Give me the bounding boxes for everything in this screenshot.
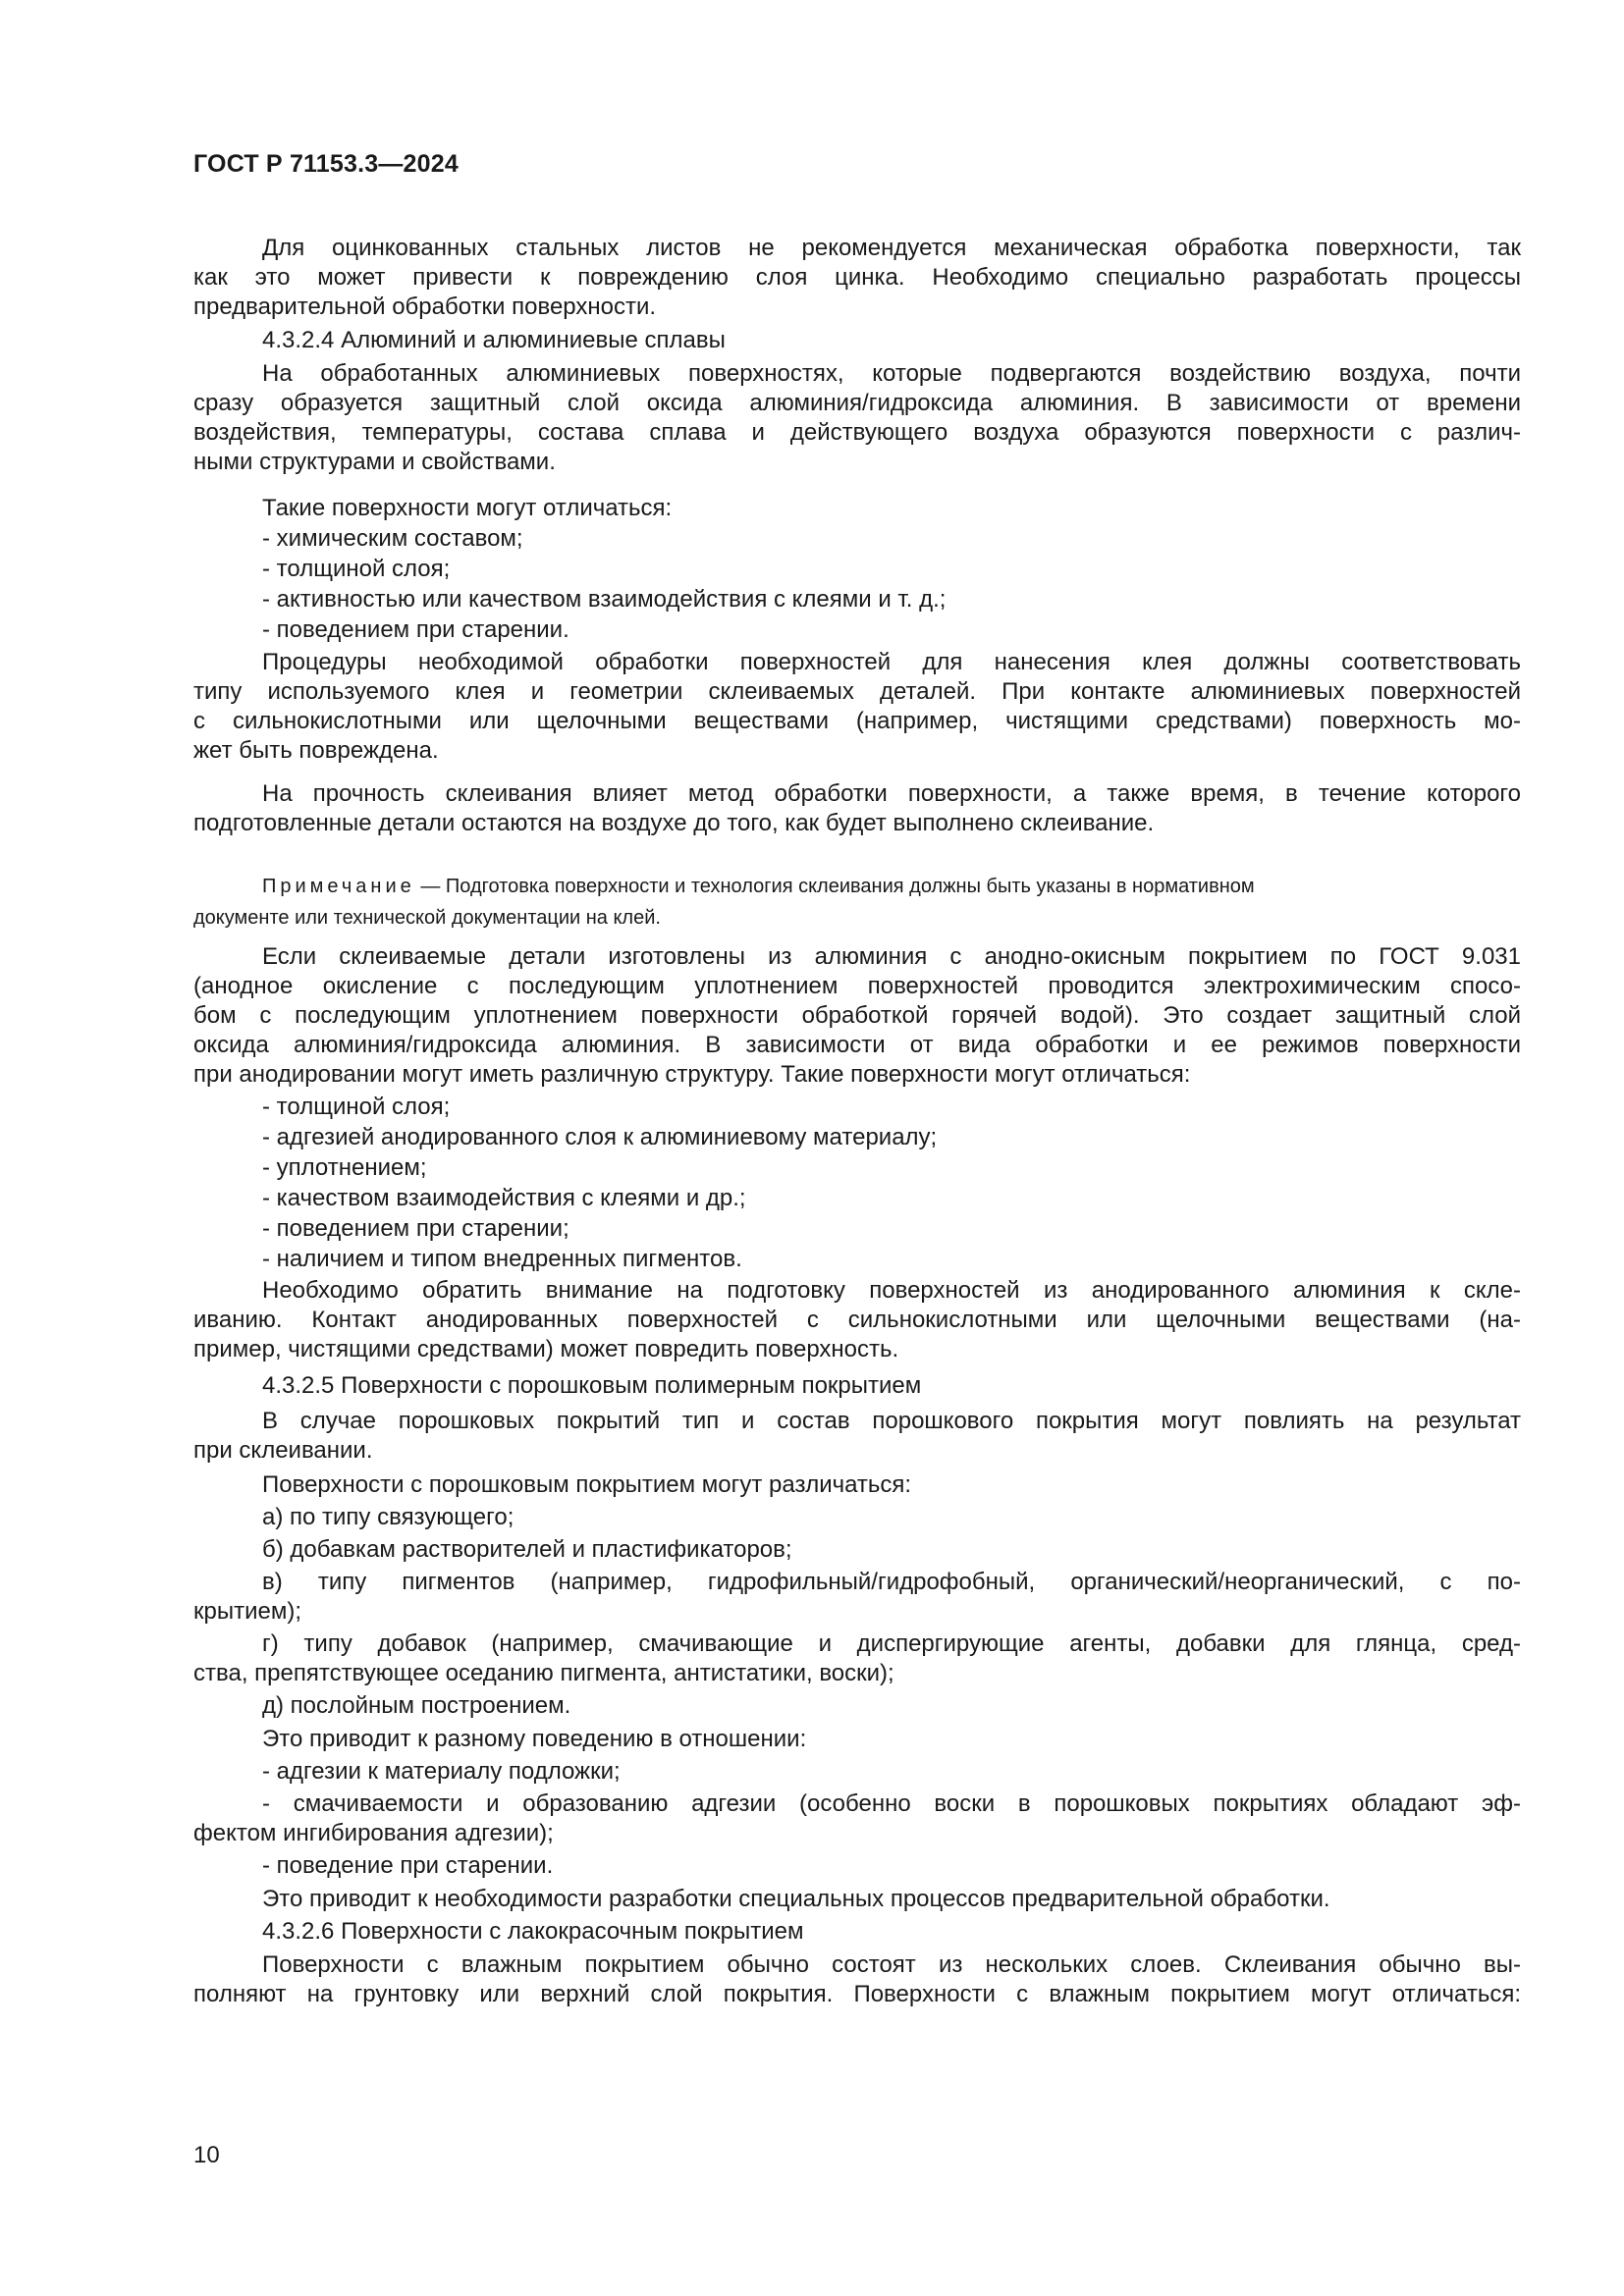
text-line: В случае порошковых покрытий тип и состав порошкового покрытия могут повлиять на результат	[262, 1408, 1521, 1434]
text-line: Необходимо обратить внимание на подготовку поверхностей из анодированного алюминия к скле-	[262, 1277, 1521, 1304]
text-line: 4.3.2.5 Поверхности с порошковым полимерным покрытием	[262, 1372, 922, 1399]
text-line: ными структурами и свойствами.	[193, 449, 556, 475]
text-line: 4.3.2.4 Алюминий и алюминиевые сплавы	[262, 327, 726, 353]
text-line: На прочность склеивания влияет метод обработки поверхности, а также время, в течение которого	[262, 780, 1521, 807]
text-line: д) послойным построением.	[262, 1692, 571, 1719]
text-line: пример, чистящими средствами) может повредить поверхность.	[193, 1336, 899, 1362]
text-line: крытием);	[193, 1598, 302, 1625]
text-line: бом с последующим уплотнением поверхности обработкой горячей водой). Это создает защитный слой	[193, 1002, 1521, 1029]
text-line: типу используемого клея и геометрии склеиваемых деталей. При контакте алюминиевых поверхностей	[193, 678, 1521, 705]
text-line: - химическим составом;	[262, 525, 523, 552]
text-line: сразу образуется защитный слой оксида алюминия/гидроксида алюминия. В зависимости от времени	[193, 390, 1521, 416]
page-number: 10	[193, 2142, 220, 2168]
text-line: 4.3.2.6 Поверхности с лакокрасочным покрытием	[262, 1918, 804, 1945]
text-line: в) типу пигментов (например, гидрофильный/гидрофобный, органический/неорганический, с по-	[262, 1569, 1521, 1595]
text-line: воздействия, температуры, состава сплава и действующего воздуха образуются поверхности с различ-	[193, 419, 1521, 446]
text-line: - поведением при старении;	[262, 1215, 569, 1242]
text-line: - активностью или качеством взаимодействия с клеями и т. д.;	[262, 586, 947, 613]
text-line: - толщиной слоя;	[262, 1094, 451, 1120]
text-line: Поверхности с порошковым покрытием могут различаться:	[262, 1471, 912, 1498]
document-header: ГОСТ Р 71153.3—2024	[193, 150, 459, 178]
text-line: при анодировании могут иметь различную структуру. Такие поверхности могут отличаться:	[193, 1061, 1191, 1088]
text-line: б) добавкам растворителей и пластификаторов;	[262, 1536, 792, 1563]
text-line: жет быть повреждена.	[193, 737, 439, 764]
text-line: а) по типу связующего;	[262, 1504, 514, 1530]
note-text-1: — Подготовка поверхности и технология склеивания должны быть указаны в нормативном	[414, 876, 1255, 897]
text-line: подготовленные детали остаются на воздухе до того, как будет выполнено склеивание.	[193, 810, 1155, 836]
text-line: ства, препятствующее оседанию пигмента, антистатики, воски);	[193, 1660, 894, 1686]
text-line: предварительной обработки поверхности.	[193, 294, 657, 320]
note-line-1	[262, 872, 1521, 901]
text-line: - адгезии к материалу подложки;	[262, 1758, 621, 1785]
text-line: (анодное окисление с последующим уплотнением поверхностей проводится электрохимическим спосо-	[193, 973, 1521, 999]
text-line: На обработанных алюминиевых поверхностях, которые подвергаются воздействию воздуха, почти	[262, 360, 1521, 387]
text-line: Это приводит к разному поведению в отношении:	[262, 1726, 807, 1752]
text-line: Процедуры необходимой обработки поверхностей для нанесения клея должны соответствовать	[262, 649, 1521, 675]
text-line: - наличием и типом внедренных пигментов.	[262, 1246, 742, 1272]
text-line: Это приводит к необходимости разработки специальных процессов предварительной обработки.	[262, 1886, 1330, 1912]
text-line: - поведение при старении.	[262, 1852, 554, 1879]
text-line: - поведением при старении.	[262, 616, 569, 643]
text-line: Если склеиваемые детали изготовлены из алюминия с анодно-окисным покрытием по ГОСТ 9.031	[262, 943, 1521, 970]
text-line: с сильнокислотными или щелочными веществами (например, чистящими средствами) поверхность мо-	[193, 708, 1521, 734]
text-line: при склеивании.	[193, 1437, 373, 1464]
text-line: - адгезией анодированного слоя к алюминиевому материалу;	[262, 1124, 938, 1150]
text-line: г) типу добавок (например, смачивающие и диспергирующие агенты, добавки для глянца, сред-	[262, 1630, 1521, 1657]
text-line: - уплотнением;	[262, 1154, 427, 1181]
text-line: фектом ингибирования адгезии);	[193, 1820, 554, 1846]
text-line: - смачиваемости и образованию адгезии (особенно воски в порошковых покрытиях обладают эф-	[262, 1790, 1521, 1817]
text-line: Поверхности с влажным покрытием обычно состоят из нескольких слоев. Склеивания обычно вы-	[262, 1951, 1521, 1978]
text-line: иванию. Контакт анодированных поверхностей с сильнокислотными или щелочными веществами (на-	[193, 1307, 1521, 1333]
text-line: - толщиной слоя;	[262, 556, 451, 582]
text-line: Для оцинкованных стальных листов не рекомендуется механическая обработка поверхности, так	[262, 235, 1521, 261]
note-line-2: документе или технической документации на клей.	[193, 907, 661, 929]
text-line: полняют на грунтовку или верхний слой покрытия. Поверхности с влажным покрытием могут отличаться:	[193, 1981, 1521, 2007]
text-line: - качеством взаимодействия с клеями и др.;	[262, 1185, 746, 1211]
note-label: Примечание	[262, 876, 415, 897]
text-line: Такие поверхности могут отличаться:	[262, 495, 673, 521]
text-line: оксида алюминия/гидроксида алюминия. В зависимости от вида обработки и ее режимов поверхности	[193, 1032, 1521, 1058]
text-line: как это может привести к повреждению слоя цинка. Необходимо специально разработать процессы	[193, 264, 1521, 291]
